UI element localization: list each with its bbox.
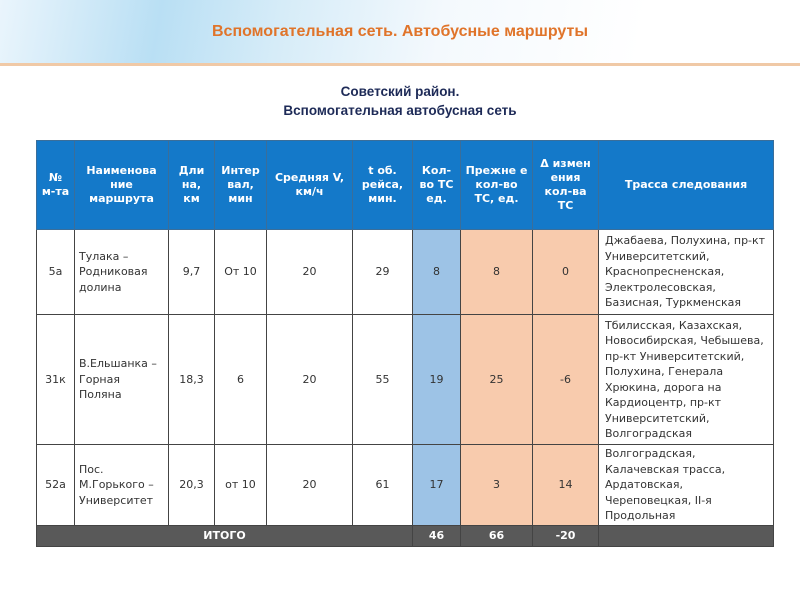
cell-name: В.Ельшанка – Горная Поляна xyxy=(75,315,169,445)
cell-speed: 20 xyxy=(267,445,353,526)
cell-count: 8 xyxy=(413,230,461,315)
cell-trip-time: 29 xyxy=(353,230,413,315)
cell-prev-count: 25 xyxy=(461,315,533,445)
col-header-interval: Интер вал, мин xyxy=(215,141,267,230)
cell-count: 17 xyxy=(413,445,461,526)
cell-name: Тулака – Родниковая долина xyxy=(75,230,169,315)
table-row xyxy=(37,230,774,315)
table-caption xyxy=(0,82,800,120)
cell-length: 18,3 xyxy=(169,315,215,445)
total-prev-count: 66 xyxy=(461,525,533,546)
cell-interval: от 10 xyxy=(215,445,267,526)
total-route-empty xyxy=(599,525,774,546)
caption-line-1: Советский район. xyxy=(340,84,460,99)
cell-delta: 14 xyxy=(533,445,599,526)
col-header-speed: Средняя V, км/ч xyxy=(267,141,353,230)
col-header-prev-count: Прежне е кол-во ТС, ед. xyxy=(461,141,533,230)
cell-trip-time: 61 xyxy=(353,445,413,526)
table-row xyxy=(37,445,774,526)
col-header-name: Наименова ние маршрута xyxy=(75,141,169,230)
table-row xyxy=(37,315,774,445)
col-header-count: Кол-во ТС ед. xyxy=(413,141,461,230)
cell-length: 9,7 xyxy=(169,230,215,315)
cell-number: 5а xyxy=(37,230,75,315)
col-header-delta: Δ измен ения кол-ва ТС xyxy=(533,141,599,230)
cell-prev-count: 3 xyxy=(461,445,533,526)
cell-number: 52а xyxy=(37,445,75,526)
cell-delta: -6 xyxy=(533,315,599,445)
cell-speed: 20 xyxy=(267,315,353,445)
cell-route: Волгоградская, Калачевская трасса, Ардатовская, Череповецкая, II-я Продольная xyxy=(599,445,774,526)
routes-table xyxy=(36,140,774,547)
cell-length: 20,3 xyxy=(169,445,215,526)
col-header-route: Трасса следования xyxy=(599,141,774,230)
cell-interval: От 10 xyxy=(215,230,267,315)
caption-line-2: Вспомогательная автобусная сеть xyxy=(283,103,517,118)
cell-number: 31к xyxy=(37,315,75,445)
cell-route: Джабаева, Полухина, пр-кт Университетский, Краснопресненская, Электролесовская, Базисная, Туркменская xyxy=(599,230,774,315)
cell-speed: 20 xyxy=(267,230,353,315)
col-header-trip-time: t об. рейса, мин. xyxy=(353,141,413,230)
col-header-number: № м-та xyxy=(37,141,75,230)
cell-delta: 0 xyxy=(533,230,599,315)
header-divider xyxy=(0,63,800,66)
page-title: Вспомогательная сеть. Автобусные маршруты xyxy=(212,23,588,40)
cell-prev-count: 8 xyxy=(461,230,533,315)
total-label: ИТОГО xyxy=(37,525,413,546)
cell-trip-time: 55 xyxy=(353,315,413,445)
cell-route: Тбилисская, Казахская, Новосибирская, Чебышева, пр-кт Университетский, Полухина, Генерала Хрюкина, дорога на Кардиоцентр, пр-кт Университетский, Волгоградская xyxy=(599,315,774,445)
total-delta: -20 xyxy=(533,525,599,546)
col-header-length: Дли на, км xyxy=(169,141,215,230)
total-row xyxy=(37,525,774,546)
cell-interval: 6 xyxy=(215,315,267,445)
cell-name: Пос. М.Горького – Университет xyxy=(75,445,169,526)
total-count: 46 xyxy=(413,525,461,546)
cell-count: 19 xyxy=(413,315,461,445)
table-header-row xyxy=(37,141,774,230)
